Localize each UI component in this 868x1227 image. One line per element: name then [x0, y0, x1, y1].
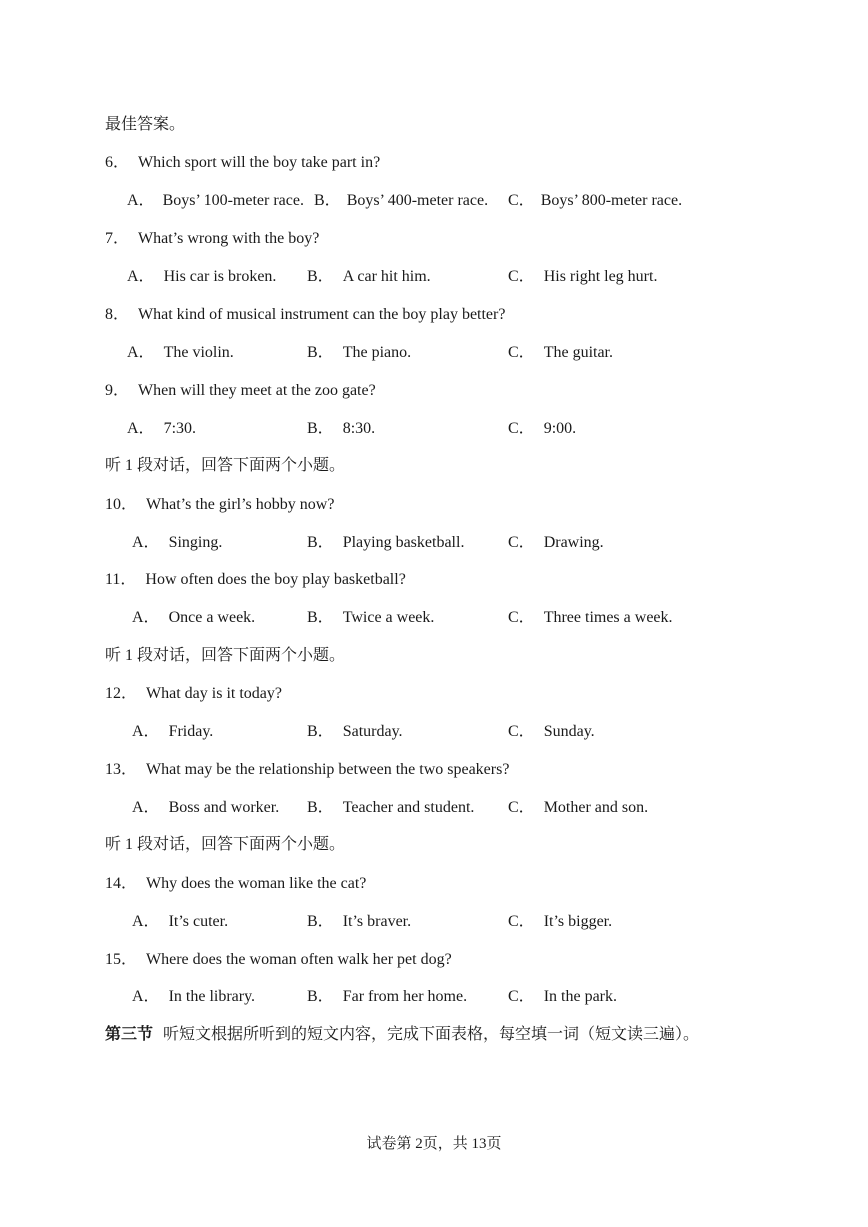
option-12a: [132, 721, 213, 743]
option-6c: [508, 190, 682, 212]
question-text: What may be the relationship between the two speakers?: [146, 761, 510, 778]
option-14b: [307, 911, 411, 933]
option-letter: B．: [307, 799, 334, 816]
option-letter: B．: [307, 534, 334, 551]
option-6b: [314, 190, 488, 212]
option-14c: [508, 911, 612, 933]
option-15b: [307, 986, 467, 1008]
option-11a: [132, 607, 255, 629]
option-text: It’s cuter.: [168, 913, 229, 930]
option-9a: [127, 418, 196, 440]
option-letter: B．: [314, 192, 341, 209]
section-3-heading: [105, 1024, 699, 1046]
dialogue-instruction: 听 1 段对话，回答下面两个小题。: [105, 836, 346, 853]
option-text: Boys’ 100-meter race.: [162, 192, 304, 209]
dialogue-instruction: 听 1 段对话，回答下面两个小题。: [105, 647, 346, 664]
option-12c: [508, 721, 595, 743]
option-text: A car hit him.: [342, 268, 431, 285]
question-number: 9．: [105, 382, 130, 399]
option-11b: [307, 607, 434, 629]
option-text: In the library.: [168, 988, 256, 1005]
option-letter: B．: [307, 420, 334, 437]
question-number: 8．: [105, 306, 130, 323]
option-text: The guitar.: [543, 344, 613, 361]
option-9b: [307, 418, 375, 440]
question-number: 12．: [105, 685, 138, 702]
option-12b: [307, 721, 403, 743]
question-6: [105, 152, 380, 174]
option-text: 7:30.: [163, 420, 197, 437]
option-letter: C．: [508, 192, 535, 209]
question-14: [105, 873, 366, 895]
option-text: Three times a week.: [543, 609, 673, 626]
option-text: It’s bigger.: [543, 913, 613, 930]
option-letter: A．: [132, 913, 160, 930]
option-text: The violin.: [163, 344, 234, 361]
option-6a: [127, 190, 304, 212]
option-letter: B．: [307, 913, 334, 930]
option-letter: C．: [508, 988, 535, 1005]
option-text: Teacher and student.: [342, 799, 475, 816]
option-letter: C．: [508, 534, 535, 551]
option-text: Friday.: [168, 723, 214, 740]
question-10: [105, 494, 334, 516]
option-letter: B．: [307, 344, 334, 361]
option-15c: [508, 986, 617, 1008]
option-letter: B．: [307, 723, 334, 740]
option-letter: A．: [132, 988, 160, 1005]
option-letter: A．: [132, 609, 160, 626]
option-letter: C．: [508, 799, 535, 816]
question-text: What day is it today?: [146, 685, 282, 702]
option-letter: C．: [508, 609, 535, 626]
option-text: Drawing.: [543, 534, 604, 551]
option-13a: [132, 797, 279, 819]
question-13: [105, 759, 509, 781]
section-3-title: 第三节: [105, 1026, 154, 1043]
option-10b: [307, 532, 464, 554]
option-11c: [508, 607, 673, 629]
option-letter: A．: [127, 344, 155, 361]
option-letter: B．: [307, 988, 334, 1005]
option-8b: [307, 342, 411, 364]
option-15a: [132, 986, 255, 1008]
option-10c: [508, 532, 604, 554]
question-text: What’s the girl’s hobby now?: [146, 496, 335, 513]
question-number: 13．: [105, 761, 138, 778]
question-text: How often does the boy play basketball?: [145, 571, 406, 588]
option-letter: C．: [508, 268, 535, 285]
option-text: 9:00.: [543, 420, 577, 437]
question-text: When will they meet at the zoo gate?: [138, 382, 376, 399]
question-number: 14．: [105, 875, 138, 892]
question-15: [105, 949, 452, 971]
option-letter: C．: [508, 723, 535, 740]
option-letter: A．: [127, 268, 155, 285]
question-text: What’s wrong with the boy?: [138, 230, 320, 247]
option-8c: [508, 342, 613, 364]
option-text: 8:30.: [342, 420, 376, 437]
option-text: Twice a week.: [342, 609, 435, 626]
option-text: Mother and son.: [543, 799, 649, 816]
option-text: Playing basketball.: [342, 534, 465, 551]
question-7: [105, 228, 319, 250]
page-footer: 试卷第 2页，共 13页: [366, 1136, 502, 1152]
option-letter: A．: [132, 534, 160, 551]
option-13c: [508, 797, 648, 819]
section-3-instruction: 听短文根据所听到的短文内容，完成下面表格，每空填一词（短文读三遍）。: [163, 1026, 700, 1043]
option-9c: [508, 418, 576, 440]
option-letter: A．: [132, 723, 160, 740]
option-text: Boys’ 400-meter race.: [346, 192, 489, 209]
option-letter: B．: [307, 268, 334, 285]
option-letter: A．: [127, 192, 155, 209]
question-number: 15．: [105, 951, 138, 968]
option-text: Far from her home.: [342, 988, 468, 1005]
option-7c: [508, 266, 657, 288]
question-number: 10．: [105, 496, 138, 513]
question-text: Which sport will the boy take part in?: [138, 154, 381, 171]
option-text: Sunday.: [543, 723, 595, 740]
question-text: Where does the woman often walk her pet dog?: [146, 951, 452, 968]
option-8a: [127, 342, 234, 364]
question-text: Why does the woman like the cat?: [146, 875, 367, 892]
option-text: Boys’ 800-meter race.: [540, 192, 683, 209]
question-9: [105, 380, 376, 402]
option-text: Singing.: [168, 534, 223, 551]
option-10a: [132, 532, 222, 554]
question-number: 7．: [105, 230, 130, 247]
option-text: Once a week.: [168, 609, 256, 626]
option-14a: [132, 911, 228, 933]
option-text: His right leg hurt.: [543, 268, 658, 285]
question-12: [105, 683, 282, 705]
option-letter: C．: [508, 913, 535, 930]
option-text: The piano.: [342, 344, 412, 361]
option-letter: B．: [307, 609, 334, 626]
question-11: [105, 569, 406, 591]
question-8: [105, 304, 505, 326]
option-text: In the park.: [543, 988, 617, 1005]
option-13b: [307, 797, 474, 819]
question-number: 11．: [105, 571, 137, 588]
option-letter: C．: [508, 344, 535, 361]
intro-tail: 最佳答案。: [105, 116, 186, 133]
option-text: Saturday.: [342, 723, 403, 740]
dialogue-instruction: 听 1 段对话，回答下面两个小题。: [105, 457, 346, 474]
option-letter: A．: [127, 420, 155, 437]
option-7a: [127, 266, 276, 288]
option-letter: A．: [132, 799, 160, 816]
option-letter: C．: [508, 420, 535, 437]
question-text: What kind of musical instrument can the boy play better?: [138, 306, 506, 323]
option-text: Boss and worker.: [168, 799, 280, 816]
question-number: 6．: [105, 154, 130, 171]
option-7b: [307, 266, 431, 288]
option-text: His car is broken.: [163, 268, 277, 285]
option-text: It’s braver.: [342, 913, 412, 930]
